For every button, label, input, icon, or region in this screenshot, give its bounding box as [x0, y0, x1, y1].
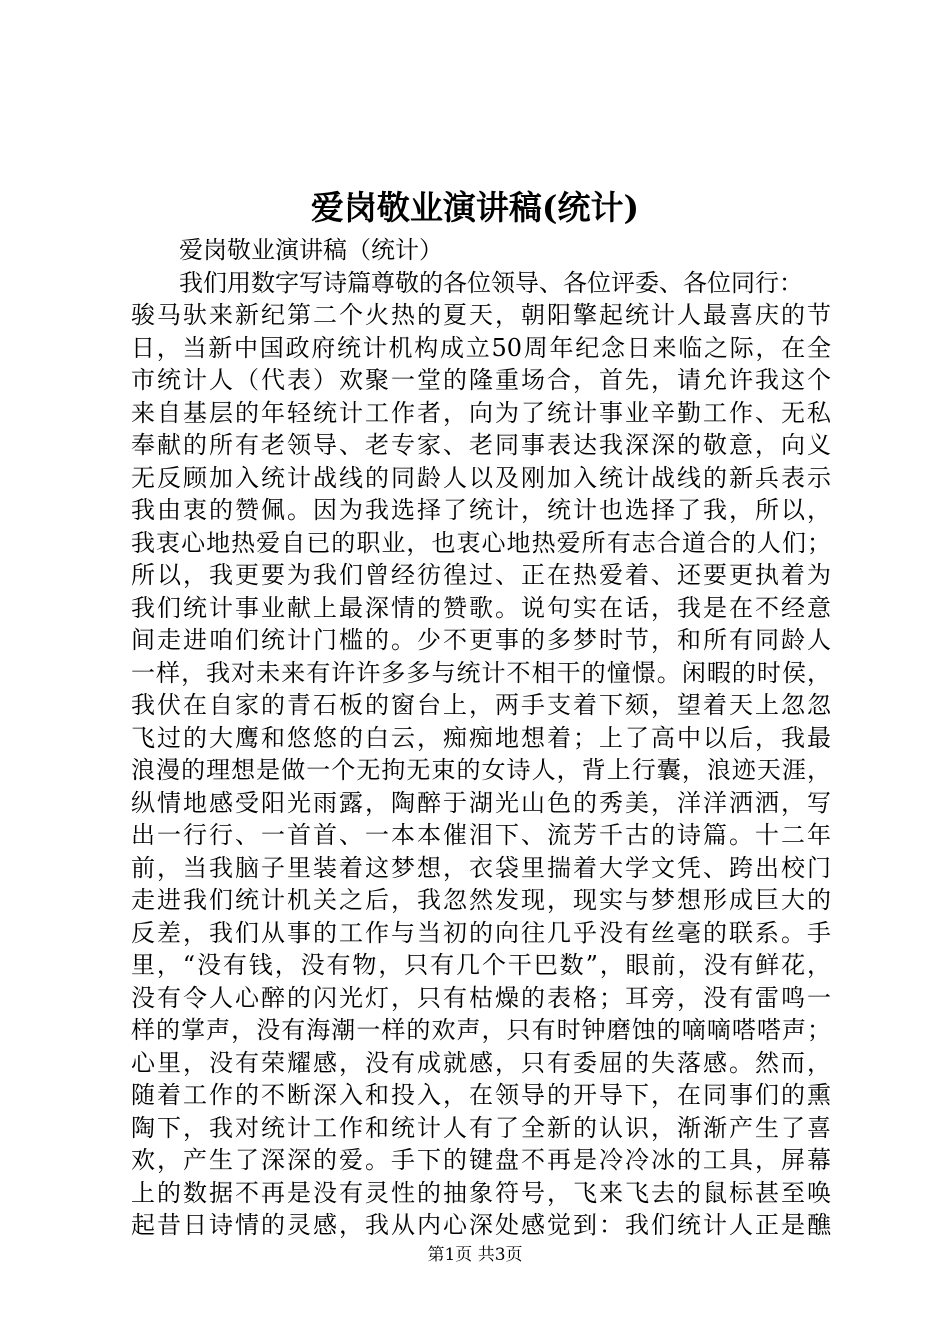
body-line: 日，当新中国政府统计机构成立50周年纪念日来临之际，在全 — [131, 333, 831, 362]
body-line: 我们用数字写诗篇尊敬的各位领导、各位评委、各位同行： — [179, 268, 803, 297]
body-line: 欢，产生了深深的爱。手下的键盘不再是冷冷冰的工具，屏幕 — [131, 1146, 831, 1174]
body-line: 我伏在自家的青石板的窗台上，两手支着下颏，望着天上忽忽 — [131, 691, 831, 719]
body-line: 走进我们统计机关之后，我忽然发现，现实与梦想形成巨大的 — [131, 886, 831, 914]
body-line: 心里，没有荣耀感，没有成就感，只有委屈的失落感。然而， — [131, 1048, 831, 1077]
body-line: 陶下，我对统计工作和统计人有了全新的认识，渐渐产生了喜 — [131, 1113, 831, 1142]
page-number-footer: 第1页 共3页 — [427, 1245, 523, 1265]
body-line: 前，当我脑子里装着这梦想，衣袋里揣着大学文凭、跨出校门 — [131, 853, 831, 882]
body-line: 上的数据不再是没有灵性的抽象符号，飞来飞去的鼠标甚至唤 — [131, 1178, 831, 1207]
body-line: 里，“没有钱，没有物，只有几个干巴数”，眼前，没有鲜花， — [131, 951, 831, 979]
document-body — [131, 234, 831, 1242]
body-line: 我由衷的赞佩。因为我选择了统计，统计也选择了我，所以， — [131, 496, 831, 524]
body-line: 我们统计事业献上最深情的赞歌。说句实在话，我是在不经意 — [131, 593, 831, 622]
body-line: 浪漫的理想是做一个无拘无束的女诗人，背上行囊，浪迹天涯， — [131, 756, 831, 784]
body-line: 随着工作的不断深入和投入，在领导的开导下，在同事们的熏 — [131, 1081, 831, 1109]
body-line: 一样，我对未来有许许多多与统计不相干的憧憬。闲暇的时侯， — [131, 658, 831, 687]
body-line: 爱岗敬业演讲稿（统计） — [179, 236, 443, 264]
body-line: 纵情地感受阳光雨露，陶醉于湖光山色的秀美，洋洋洒洒，写 — [131, 788, 831, 817]
body-line: 起昔日诗情的灵感，我从内心深处感觉到：我们统计人正是醮 — [131, 1211, 831, 1239]
body-line: 我衷心地热爱自已的职业，也衷心地热爱所有志合道合的人们； — [131, 528, 831, 557]
body-line: 样的掌声，没有海潮一样的欢声，只有时钟磨蚀的嘀嘀嗒嗒声； — [131, 1016, 831, 1044]
body-line: 反差，我们从事的工作与当初的向往几乎没有丝毫的联系。手 — [131, 918, 831, 947]
document-title: 爱岗敬业演讲稿(统计) — [310, 188, 640, 227]
body-line: 奉献的所有老领导、老专家、老同事表达我深深的敬意，向义 — [131, 431, 831, 459]
body-line: 来自基层的年轻统计工作者，向为了统计事业辛勤工作、无私 — [131, 398, 831, 427]
body-line: 无反顾加入统计战线的同龄人以及刚加入统计战线的新兵表示 — [131, 463, 831, 492]
body-line: 所以，我更要为我们曾经彷徨过、正在热爱着、还要更执着为 — [131, 561, 831, 589]
body-line: 间走进咱们统计门槛的。少不更事的多梦时节，和所有同龄人 — [131, 626, 831, 654]
body-line: 出一行行、一首首、一本本催泪下、流芳千古的诗篇。十二年 — [131, 821, 831, 849]
body-line: 没有令人心醉的闪光灯，只有枯燥的表格；耳旁，没有雷鸣一 — [131, 983, 831, 1012]
body-line: 飞过的大鹰和悠悠的白云，痴痴地想着；上了高中以后，我最 — [131, 723, 831, 752]
body-line: 骏马驮来新纪第二个火热的夏天，朝阳擎起统计人最喜庆的节 — [131, 301, 831, 329]
body-line: 市统计人（代表）欢聚一堂的隆重场合，首先，请允许我这个 — [131, 366, 831, 394]
